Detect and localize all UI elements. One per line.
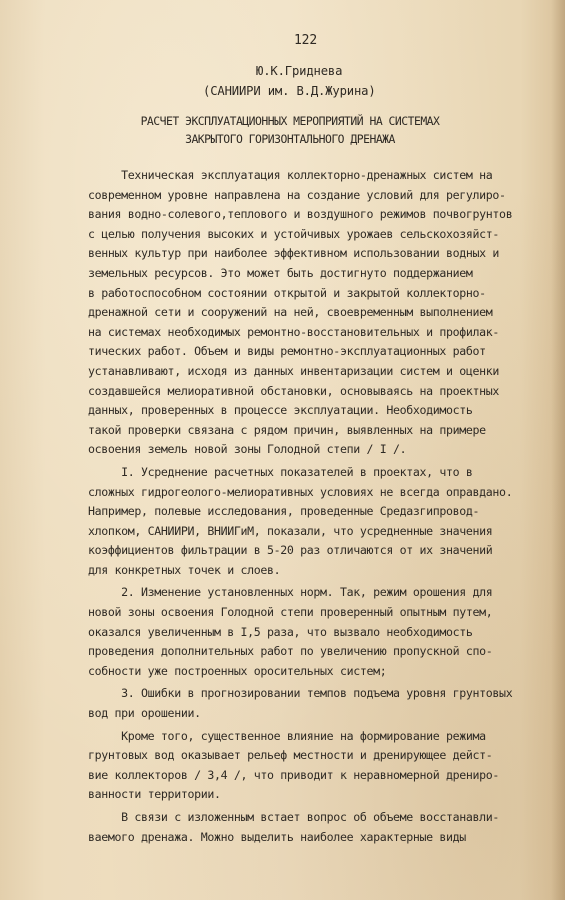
text-line: проведения дополнительных работ по увеличению пропускной спо- (88, 644, 493, 659)
article-title (100, 112, 480, 148)
author-name: Ю.К.Гриднева (256, 64, 343, 78)
text-line: Кроме того, существенное влияние на формирование режима (88, 728, 486, 743)
text-line: 2. Изменение установленных норм. Так, режим орошения для (88, 585, 493, 600)
paragraph (88, 727, 538, 805)
text-line: освоения земель новой зоны Голодной степи / I /. (88, 442, 407, 457)
page-number: 122 (294, 33, 318, 48)
text-line: такой проверки связана с рядом причин, выявленных на примере (88, 422, 486, 437)
text-line: создавшейся мелиоративной обстановки, основываясь на проектных (88, 383, 500, 398)
text-line: данных, проверенных в процессе эксплуатации. Необходимость (88, 403, 473, 418)
text-line: Техническая эксплуатация коллекторно-дренажных систем на (88, 168, 493, 182)
author-affiliation: (САНИИРИ им. В.Д.Журина) (203, 84, 376, 98)
text-line: венных культур при наиболее эффективном использовании водных и (88, 246, 500, 261)
text-line: собности уже построенных оросительных систем; (88, 663, 387, 678)
paragraph (88, 808, 538, 847)
title-line: РАСЧЕТ ЭКСПЛУАТАЦИОННЫХ МЕРОПРИЯТИЙ НА СИСТЕМАХ (140, 114, 440, 128)
text-line: вод при орошении. (88, 706, 201, 721)
page-edge-shadow (551, 0, 565, 900)
text-line: коэффициентов фильтрации в 5-20 раз отличаются от их значений (88, 543, 493, 558)
text-line: дренажной сети и сооружений на ней, своевременным выполнением (88, 305, 493, 320)
text-line: в работоспособном состоянии открытой и закрытой коллекторно- (88, 285, 486, 300)
text-line: современном уровне направлена на создание условий для регулиро- (88, 187, 506, 202)
text-line: хлопком, САНИИРИ, ВНИИГиМ, показали, что усредненные значения (88, 523, 493, 538)
text-line: I. Усреднение расчетных показателей в проектах, что в (88, 464, 473, 479)
text-line: Например, полевые исследования, проведенные Средазгипровод- (88, 504, 480, 519)
text-line: тических работ. Объем и виды ремонтно-эксплуатационных работ (88, 344, 486, 359)
paragraph (88, 583, 538, 681)
article-body (88, 166, 538, 847)
text-line: оказался увеличенным в I,5 раза, что вызвало необходимость (88, 624, 473, 639)
text-line: вания водно-солевого,теплового и воздушного режимов почвогрунтов (88, 207, 513, 222)
paragraph (88, 463, 538, 581)
text-line: грунтовых вод оказывает рельеф местности и дренирующее дейст- (88, 748, 493, 763)
text-line: устанавливают, исходя из данных инвентаризации систем и оценки (88, 363, 500, 378)
text-line: земельных ресурсов. Это может быть достигнуто поддержанием (88, 265, 473, 280)
text-line: для конкретных точек и слоев. (88, 562, 281, 577)
text-line: с целью получения высоких и устойчивых урожаев сельскохозяйст- (88, 226, 500, 241)
paragraph (88, 684, 538, 723)
text-line: В связи с изложенным встает вопрос об объеме восстанавли- (88, 810, 500, 824)
text-line: новой зоны освоения Голодной степи проверенный опытным путем, (88, 605, 493, 620)
text-line: ваемого дренажа. Можно выделить наиболее характерные виды (88, 829, 466, 844)
text-line: 3. Ошибки в прогнозировании темпов подъема уровня грунтовых (88, 686, 513, 701)
text-line: сложных гидрогеолого-мелиоративных условиях не всегда оправдано. (88, 484, 513, 499)
text-line: вие коллекторов / 3,4 /, что приводит к неравномерной дрениро- (88, 767, 500, 782)
text-line: на системах необходимых ремонтно-восстановительных и профилак- (88, 324, 500, 339)
title-line: ЗАКРЫТОГО ГОРИЗОНТАЛЬНОГО ДРЕНАЖА (185, 132, 395, 146)
paragraph (88, 166, 538, 460)
text-line: ванности территории. (88, 787, 221, 802)
